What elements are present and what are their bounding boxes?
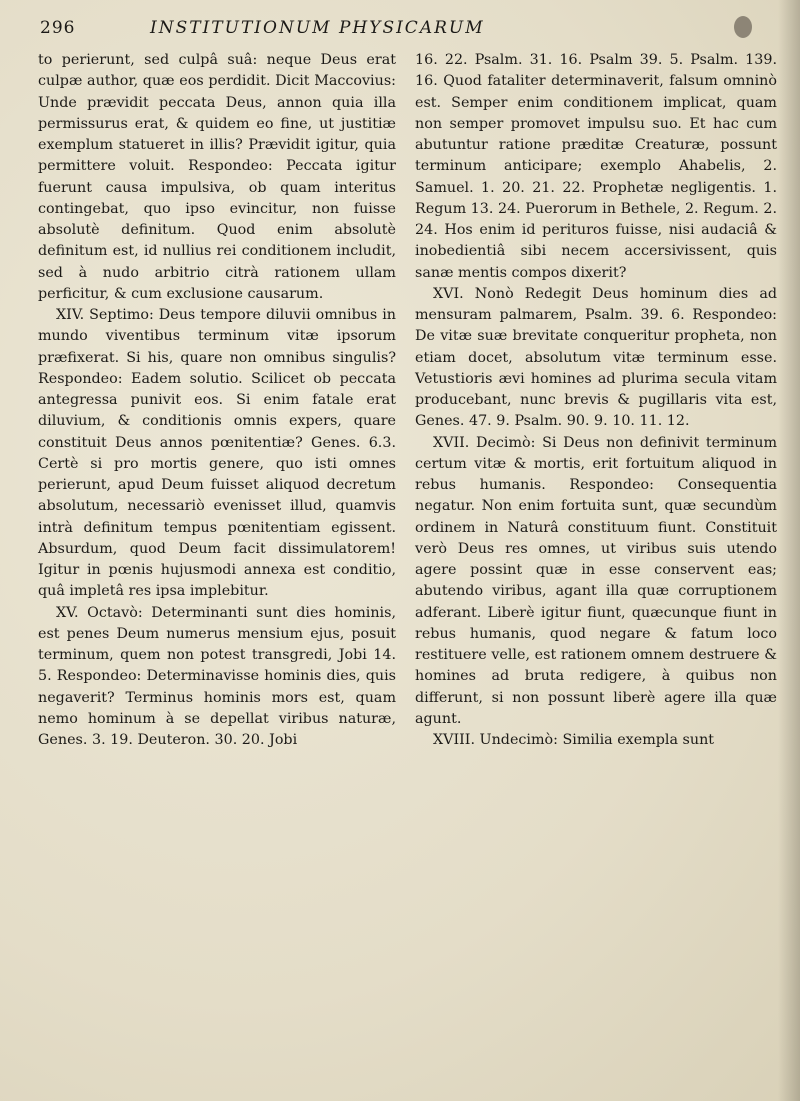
page-number: 296 — [40, 18, 76, 38]
paragraph-xvii: XVII. Decimò: Si Deus non definivit terminum certum vitæ & mortis, erit fortuitum aliquod in rebus humanis. Respondeo: Consequentia negatur. Non enim fortuita sunt, quæ secundùm ordinem in Naturâ constituum fiunt. Constituit verò Deus res omnes, ut viribus suis utendo agere possint quæ in esse conservent eas; abutendo viribus, agant illa quæ corruptionem adferant. Liberè igitur fiunt, quæcunque fiunt in rebus humanis, quod negare & fatum loco restituere velle, est rationem omnem destruere & homines ad bruta redigere, à quibus non differunt, si non possunt liberè agere illa quæ agunt. — [415, 434, 777, 727]
right-column — [415, 50, 777, 751]
left-column — [38, 50, 396, 751]
paragraph-xviii: XVIII. Undecimò: Similia exempla sunt — [433, 732, 715, 748]
paragraph-continuation: to perierunt, sed culpâ suâ: neque Deus erat culpæ author, quæ eos perdidit. Dicit Maccovius: Unde prævidit peccata Deus, annon quia illa permissurus erat, & quidem eo fine, ut justitiæ exemplum statueret in illis? Prævidit igitur, quia permittere voluit. Respondeo: Peccata igitur fuerunt causa impulsiva, ob quam interitus contingebat, quo ipso evincitur, non fuisse absolutè definitum. Quod enim absolutè definitum est, id nullius rei conditionem includit, sed à nudo arbitrio citrà rationem ullam perficitur, & cum exclusione causarum. — [38, 52, 396, 302]
page-edge-shadow — [778, 0, 800, 1101]
running-head: INSTITUTIONUM PHYSICARUM — [150, 18, 485, 38]
paragraph-references: 16. 22. Psalm. 31. 16. Psalm 39. 5. Psalm. 139. 16. Quod fataliter determinaverit, falsum omninò est. Semper enim conditionem implicat, quam non semper promovet impulsu suo. Et hac cum abutuntur ratione præditæ Creaturæ, possunt terminum anticipare; exemplo Ahabelis, 2. Samuel. 1. 20. 21. 22. Prophetæ negligentis. 1. Regum 13. 24. Puerorum in Bethele, 2. Regum. 2. 24. Hos enim id perituros fuisse, nisi audaciâ & inobedientiâ sibi necem accersivissent, quis sanæ mentis compos dixerit? — [415, 52, 778, 281]
paragraph-xvi: XVI. Nonò Redegit Deus hominum dies ad mensuram palmarem, Psalm. 39. 6. Respondeo: De vitæ suæ brevitate conqueritur propheta, non etiam docet, absolutum vitæ terminum esse. Vetustioris ævi homines ad plurima secula vitam producebant, nunc brevis & pugillaris vita est, Genes. 47. 9. Psalm. 90. 9. 10. 11. 12. — [415, 285, 777, 430]
paragraph-xv: XV. Octavò: Determinanti sunt dies hominis, est penes Deum numerus mensium ejus, posuit terminum, quem non potest transgredi, Jobi 14. 5. Respondeo: Determinavisse hominis dies, quis negaverit? Terminus hominis mors est, quam nemo hominum à se depellat viribus naturæ, Genes. 3. 19. Deuteron. 30. 20. Jobi — [38, 604, 396, 748]
paragraph-xiv: XIV. Septimo: Deus tempore diluvii omnibus in mundo viventibus terminum vitæ ipsorum præfixerat. Si his, quare non omnibus singulis? Respondeo: Eadem solutio. Scilicet ob peccata antegressa punivit eos. Si enim fatale erat diluvium, & conditionis omnis expers, quare constituit Deus annos pœnitentiæ? Genes. 6.3. Certè si pro mortis genere, quo isti omnes perierunt, apud Deum fuisset aliquod decretum absolutum, necessariò evenisset illud, quamvis intrà definitum tempus pœnitentiam egissent. Absurdum, quod Deum facit dissimulatorem! Igitur in pœnis hujusmodi annexa est conditio, quâ impletâ res ipsa implebitur. — [38, 307, 396, 600]
printer-ornament-icon — [734, 16, 752, 38]
page-header — [40, 18, 760, 44]
